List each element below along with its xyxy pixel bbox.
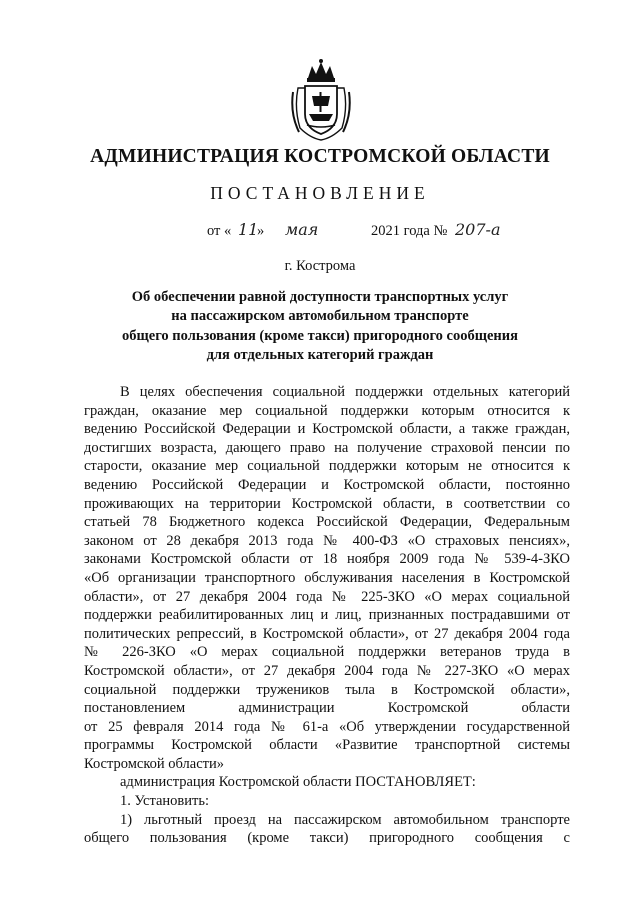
handwritten-number: 207-а	[455, 220, 501, 239]
title-line: общего пользования (кроме такси) пригородного сообщения	[122, 327, 518, 344]
kostroma-coat-of-arms-icon	[290, 58, 352, 142]
body-line: администрация Костромской области ПОСТАНОВЛЯЕТ:	[120, 774, 476, 791]
handwritten-month: мая	[285, 220, 319, 239]
body-line: постановлением администрации Костромской области	[84, 700, 570, 717]
body-line: от 25 февраля 2014 года № 61-а «Об утверждении государственной	[84, 718, 570, 735]
handwritten-day: 11	[238, 220, 259, 239]
body-line: ведению Российской Федерации и Костромской области, постоянно	[84, 476, 570, 493]
title-line: Об обеспечении равной доступности транспортных услуг	[131, 289, 509, 305]
date-prefix: от «	[207, 223, 232, 239]
body-line: 1) льготный проезд на пассажирском автомобильном транспорте	[120, 811, 570, 828]
body-line: Костромской области»	[84, 755, 225, 772]
body-line: общего пользования (кроме такси) пригородного сообщения с	[84, 830, 570, 847]
body-line: проживающих на территории Костромской области, в соответствии со	[84, 495, 570, 512]
city: г. Кострома	[284, 258, 356, 274]
body-line: поддержки реабилитированных лиц и лиц, признанных пострадавшими от	[84, 607, 570, 624]
title-line: для отдельных категорий граждан	[206, 346, 434, 363]
body-line: статьей 78 Бюджетного кодекса Российской Федерации, Федеральным	[84, 514, 570, 531]
year-and-number-label: 2021 года №	[371, 223, 448, 239]
date-close-quote: »	[257, 223, 265, 239]
body-line: старости, оказание мер социальной поддержки которым не относится к	[84, 458, 570, 475]
document-body	[84, 383, 570, 848]
body-line: законами Костромской области от 18 ноября 2009 года № 539-4-ЗКО	[84, 551, 570, 568]
body-line: области», от 27 декабря 2004 года № 225-ЗКО «О мерах социальной	[84, 588, 570, 605]
date-and-number-line	[0, 220, 640, 247]
body-line: социальной поддержки тружеников тыла в Костромской области»,	[84, 681, 570, 698]
body-line: Костромской области», от 27 декабря 2004 года № 227-ЗКО «О мерах	[84, 662, 570, 679]
body-line: законом от 28 декабря 2013 года № 400-ФЗ «О страховых пенсиях»,	[84, 532, 570, 549]
body-line: граждан, оказание мер социальной поддержки которым относится к	[84, 402, 570, 419]
body-line: достигших возраста, дающего право на получение страховой пенсии по	[84, 439, 570, 456]
body-line: В целях обеспечения социальной поддержки отдельных категорий	[120, 384, 570, 400]
body-line: «Об организации транспортного обслуживания населения в Костромской	[84, 569, 570, 586]
body-line: программы Костромской области «Развитие транспортной системы	[84, 737, 570, 754]
title-line: на пассажирском автомобильном транспорте	[171, 308, 469, 325]
body-line: ведению Российской Федерации и Костромской области, а также граждан,	[84, 421, 570, 438]
body-line: политических репрессий, в Костромской области», от 27 декабря 2004 года	[84, 625, 570, 642]
document-title	[0, 288, 640, 365]
body-line: № 226-ЗКО «О мерах социальной поддержки ветеранов труда в	[84, 644, 570, 661]
organization-name: АДМИНИСТРАЦИЯ КОСТРОМСКОЙ ОБЛАСТИ	[90, 146, 550, 167]
body-line: 1. Установить:	[120, 793, 210, 810]
document-type: ПОСТАНОВЛЕНИЕ	[210, 183, 430, 203]
